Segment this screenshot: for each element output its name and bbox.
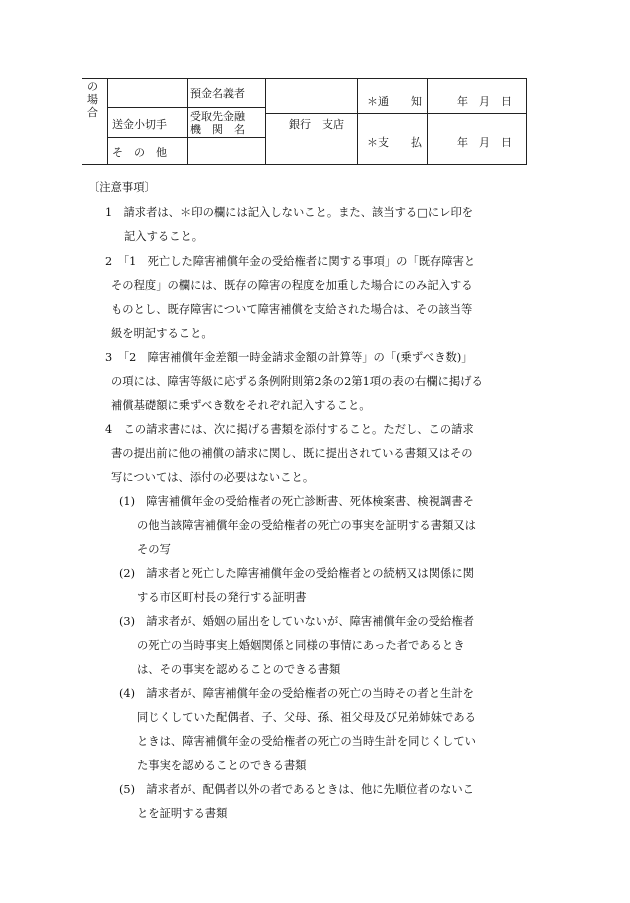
note-line: (4) 請求者が、障害補償年金の受給権者の死亡の当時その者と生計を [119,687,474,700]
note-line: (5) 請求者が、配偶者以外の者であるときは、他に先順位者のないこ [119,783,474,796]
table-rule [187,137,265,138]
payment-date-label: 年 月 日 [457,136,512,149]
case-label-3: 合 [87,106,98,119]
table-rule [427,78,428,165]
note-line: た事実を認めることのできる書類 [137,759,307,772]
note-line: の項には、障害等級に応ずる条例附則第2条の2第1項の表の右欄に掲げる [111,375,483,388]
note-line: (1) 障害補償年金の受給権者の死亡診断書、死体検案書、検視調書そ [119,495,474,508]
note-line: の他当該障害補償年金の受給権者の死亡の事実を証明する書類又は [137,519,476,532]
note-line: (3) 請求者が、婚姻の届出をしていないが、障害補償年金の受給権者 [119,615,474,628]
note-line: 3 「2 障害補償年金差額一時金請求金額の計算等」の「(乗ずべき数)」 [105,351,473,364]
note-line: 書の提出前に他の補償の請求に関し、既に提出されている書類又はその [111,447,473,460]
table-rule [187,78,188,165]
table-border-right [526,78,527,165]
table-rule [265,78,266,165]
note-line: 1 請求者は、＊印の欄には記入しないこと。また、該当する□にレ印を [105,206,474,219]
bank-recipient-label-line2: 機 関 名 [190,123,245,136]
notes-heading: 〔注意事項〕 [88,181,156,194]
table-rule [107,78,108,165]
notice-date-label: 年 月 日 [457,95,512,108]
note-line: 写については、添付の必要はないこと。 [111,471,315,484]
payment-method-table [82,78,527,165]
table-rule [357,78,358,165]
payment-label: ＊支 払 [367,136,422,149]
notice-label: ＊通 知 [367,95,422,108]
table-border-top [82,78,527,79]
deposit-holder-label: 預金名義者 [190,87,245,100]
note-line: 級を明記すること。 [111,327,213,340]
note-line: とを証明する書類 [137,807,228,820]
note-line: その写 [137,543,171,556]
other-label: そ の 他 [112,146,167,159]
table-border-bottom [82,164,527,165]
case-label-2: 場 [87,93,98,106]
case-label-1: の [87,80,98,93]
bank-recipient-label-line1: 受取先金融 [190,110,245,123]
note-line: の死亡の当時事実上婚姻関係と同様の事情にあった者であるとき [137,639,465,652]
note-line: は、その事実を認めることのできる書類 [137,663,341,676]
note-line: 補償基礎額に乗ずべき数をそれぞれ記入すること。 [111,399,371,412]
note-line: ものとし、既存障害について障害補償を支給された場合は、その該当等 [111,303,473,316]
note-line: その程度」の欄には、既存の障害の程度を加重した場合にのみ記入する [111,279,473,292]
remittance-check-label: 送金小切手 [112,118,167,131]
note-line: 記入すること。 [124,230,204,243]
note-line: する市区町村長の発行する証明書 [137,591,307,604]
bank-branch-label: 銀行 支店 [289,118,344,131]
note-line: ときは、障害補償年金の受給権者の死亡の当時生計を同じくしてい [137,735,476,748]
note-line: (2) 請求者と死亡した障害補償年金の受給権者との続柄又は関係に関 [119,567,474,580]
note-line: 2 「1 死亡した障害補償年金の受給権者に関する事項」の「既存障害と [105,255,476,268]
note-line: 4 この請求書には、次に掲げる書類を添付すること。ただし、この請求 [105,423,474,436]
table-rule [107,107,265,108]
table-rule [265,113,527,114]
note-line: 同じくしていた配偶者、子、父母、孫、祖父母及び兄弟姉妹である [137,711,476,724]
